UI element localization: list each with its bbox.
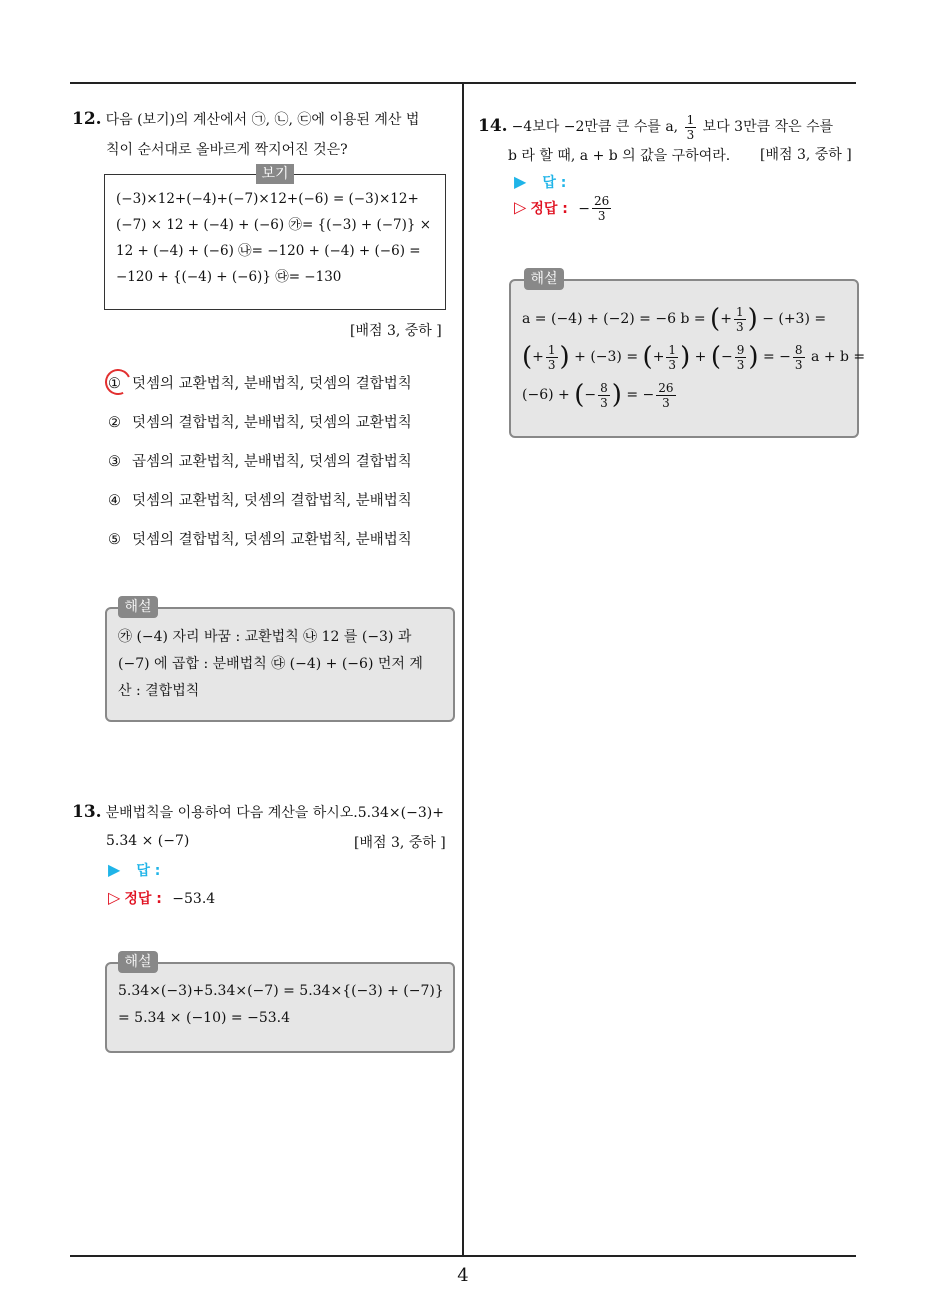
choice-text: 덧셈의 결합법칙, 덧셈의 교환법칙, 분배법칙 — [132, 532, 412, 548]
play-icon: ▶ — [108, 860, 121, 879]
bogi-line: −120 + {(−4) + (−6)} ㉰= −130 — [116, 269, 342, 285]
score-mark: [배점 3, 중하 ] — [350, 323, 442, 339]
answer-row-14 — [514, 172, 566, 192]
correct-answer-row-14 — [514, 194, 613, 223]
bogi-line: (−3)×12+(−4)+(−7)×12+(−6) = (−3)×12+ — [116, 191, 419, 207]
correct-answer-sign: − — [578, 200, 591, 217]
question-number: 12. — [72, 109, 102, 129]
correct-answer-value: −53.4 — [172, 891, 216, 907]
choice-2[interactable] — [108, 411, 412, 432]
score-mark: [배점 3, 중하 ] — [760, 147, 852, 163]
bogi-label: 보기 — [256, 164, 294, 184]
solution-line: 산 : 결합법칙 — [118, 683, 200, 699]
question-number: 13. — [72, 802, 102, 822]
page-number: 4 — [457, 1265, 469, 1286]
bogi-line: (−7) × 12 + (−4) + (−6) ㉮= {(−3) + (−7)} × — [116, 217, 432, 233]
solution-line: a = (−4) + (−2) = −6 b = (+ $\frac{1}{3}$ ) − (+3) = — [522, 304, 827, 334]
bogi-content — [116, 186, 436, 290]
fraction: $\frac{26}{3}$ — [658, 380, 674, 410]
column-divider — [462, 82, 464, 1256]
fraction: $\frac{1}{3}$ — [686, 112, 695, 142]
solution-line: (+ $\frac{1}{3}$ ) + (−3) = (+ $\frac{1}{3}$ ) + (− $\frac{9}{3}$ ) = − $\frac{8}{3}$ a + b = — [522, 342, 866, 372]
choice-text: 덧셈의 교환법칙, 덧셈의 결합법칙, 분배법칙 — [132, 493, 412, 509]
question-text-a: −4보다 −2만큼 큰 수를 a, — [511, 119, 679, 135]
solution-label: 해설 — [118, 596, 158, 618]
solution-line: (−7) 에 곱합 : 분배법칙 ㉰ (−4) + (−6) 먼저 계 — [118, 656, 423, 672]
choice-number: ③ — [108, 454, 121, 470]
solution-label: 해설 — [524, 268, 564, 290]
score-mark: [배점 3, 중하 ] — [354, 835, 446, 851]
choice-1[interactable] — [108, 372, 412, 393]
question-text-line2: 5.34 × (−7) — [106, 833, 190, 849]
question-text-b: 보다 3만큼 작은 수를 — [702, 119, 834, 135]
choice-number: ⑤ — [108, 532, 121, 548]
solution-content-12 — [118, 624, 446, 705]
correct-answer-label: 정답 : — [530, 200, 568, 217]
question-text-line1: 분배법칙을 이용하여 다음 계산을 하시오.5.34×(−3)+ — [105, 805, 444, 821]
play-icon: ▶ — [514, 172, 527, 191]
choice-text: 덧셈의 교환법칙, 분배법칙, 덧셈의 결합법칙 — [132, 376, 412, 392]
triangle-outline-icon: ▷ — [514, 197, 527, 217]
choice-text: 덧셈의 결합법칙, 분배법칙, 덧셈의 교환법칙 — [132, 415, 412, 431]
question-text-line1: 다음 (보기)의 계산에서 ㉠, ㉡, ㉢에 이용된 계산 법 — [105, 112, 420, 128]
question-12 — [72, 104, 419, 165]
fraction: $\frac{1}{3}$ — [668, 342, 677, 372]
correct-answer-fraction: $\frac{26}{3}$ — [594, 194, 610, 223]
solution-content-14 — [522, 300, 866, 414]
choice-number: ① — [108, 376, 121, 392]
fraction: $\frac{9}{3}$ — [736, 342, 745, 372]
choice-4[interactable] — [108, 489, 412, 510]
fraction: $\frac{8}{3}$ — [794, 342, 803, 372]
correct-answer-label: 정답 : — [124, 891, 162, 907]
solution-line: = 5.34 × (−10) = −53.4 — [118, 1010, 290, 1026]
choice-number: ② — [108, 415, 121, 431]
answer-row-13 — [108, 860, 160, 880]
bottom-rule — [70, 1255, 856, 1257]
choice-3[interactable] — [108, 450, 412, 471]
choice-text: 곱셈의 교환법칙, 분배법칙, 덧셈의 결합법칙 — [132, 454, 412, 470]
solution-label: 해설 — [118, 951, 158, 973]
answer-label: 답 : — [542, 175, 567, 191]
solution-line: ㉮ (−4) 자리 바꿈 : 교환법칙 ㉯ 12 를 (−3) 과 — [118, 629, 412, 645]
fraction: $\frac{1}{3}$ — [735, 304, 744, 334]
question-text-line2: b 라 할 때, a + b 의 값을 구하여라. — [508, 148, 731, 164]
correct-answer-row-13 — [108, 888, 215, 908]
solution-line: (−6) + (− $\frac{8}{3}$ ) = − $\frac{26}{3}$ — [522, 380, 674, 410]
fraction: $\frac{1}{3}$ — [547, 342, 556, 372]
solution-line: 5.34×(−3)+5.34×(−7) = 5.34×{(−3) + (−7)} — [118, 983, 444, 999]
triangle-outline-icon: ▷ — [108, 888, 121, 907]
choice-5[interactable] — [108, 528, 412, 549]
fraction: $\frac{8}{3}$ — [600, 380, 608, 410]
choice-number: ④ — [108, 493, 121, 509]
question-text-line2: 칙이 순서대로 올바르게 짝지어진 것은? — [106, 142, 348, 158]
answer-label: 답 : — [136, 863, 161, 879]
solution-content-13 — [118, 978, 446, 1032]
bogi-line: 12 + (−4) + (−6) ㉯= −120 + (−4) + (−6) = — [116, 243, 421, 259]
question-number: 14. — [478, 116, 508, 136]
